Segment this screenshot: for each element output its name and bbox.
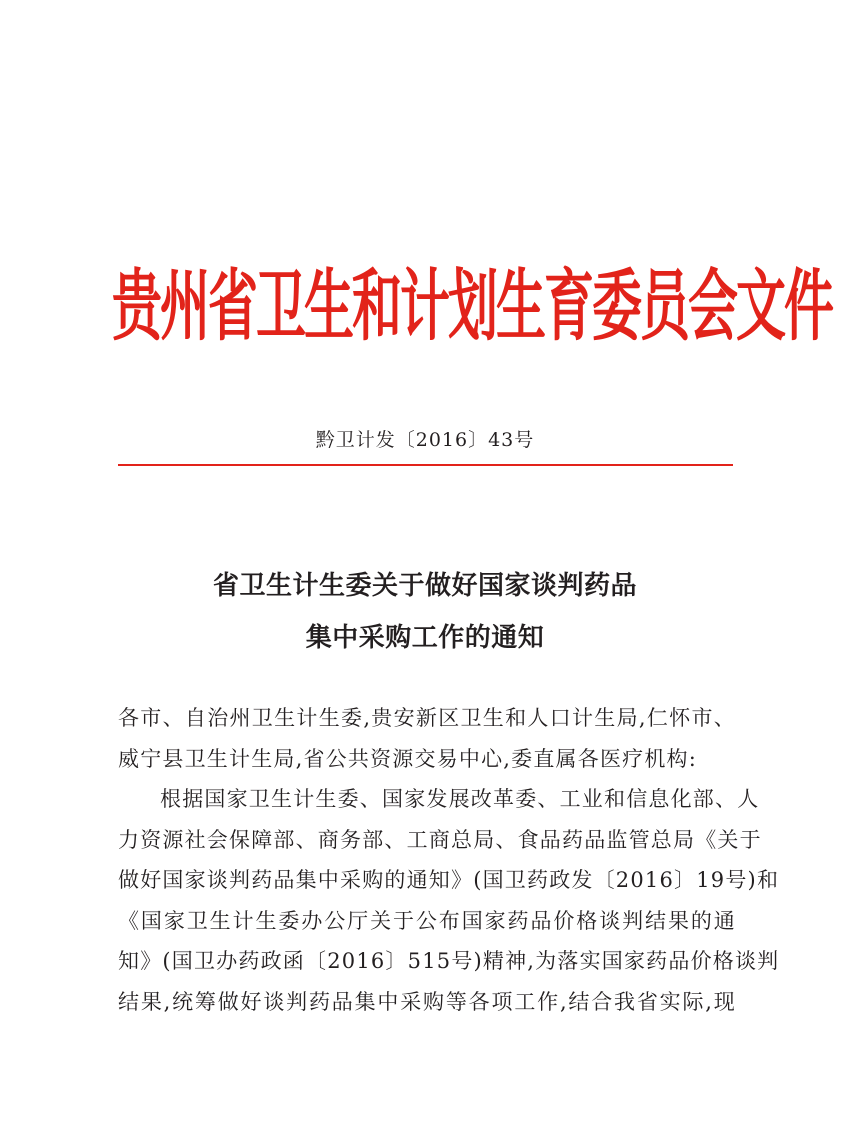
document-number: 黔卫计发〔2016〕43号 <box>315 429 535 451</box>
body-line-7: 知》(国卫办药政函〔2016〕515号)精神,为落实国家药品价格谈判 <box>118 949 780 973</box>
document-title-line-2: 集中采购工作的通知 <box>305 623 545 653</box>
body-line-3: 根据国家卫生计生委、国家发展改革委、工业和信息化部、人 <box>160 787 760 811</box>
body-line-4: 力资源社会保障部、商务部、工商总局、食品药品监管总局《关于 <box>118 827 762 852</box>
body-line-6: 《国家卫生计生委办公厅关于公布国家药品价格谈判结果的通 <box>118 908 736 933</box>
document-title-line-1: 省卫生计生委关于做好国家谈判药品 <box>212 571 637 601</box>
body-line-1: 各市、自治州卫生计生委,贵安新区卫生和人口计生局,仁怀市、 <box>118 706 736 730</box>
issuing-authority-header: 贵州省卫生和计划生育委员会文件 <box>112 261 832 351</box>
body-line-2: 威宁县卫生计生局,省公共资源交易中心,委直属各医疗机构: <box>118 746 698 771</box>
red-separator-line <box>118 464 733 466</box>
document-body <box>118 698 780 1022</box>
document-title <box>0 560 850 664</box>
body-line-8: 结果,统筹做好谈判药品集中采购等各项工作,结合我省实际,现 <box>118 989 736 1014</box>
body-line-5: 做好国家谈判药品集中采购的通知》(国卫药政发〔2016〕19号)和 <box>118 868 780 892</box>
